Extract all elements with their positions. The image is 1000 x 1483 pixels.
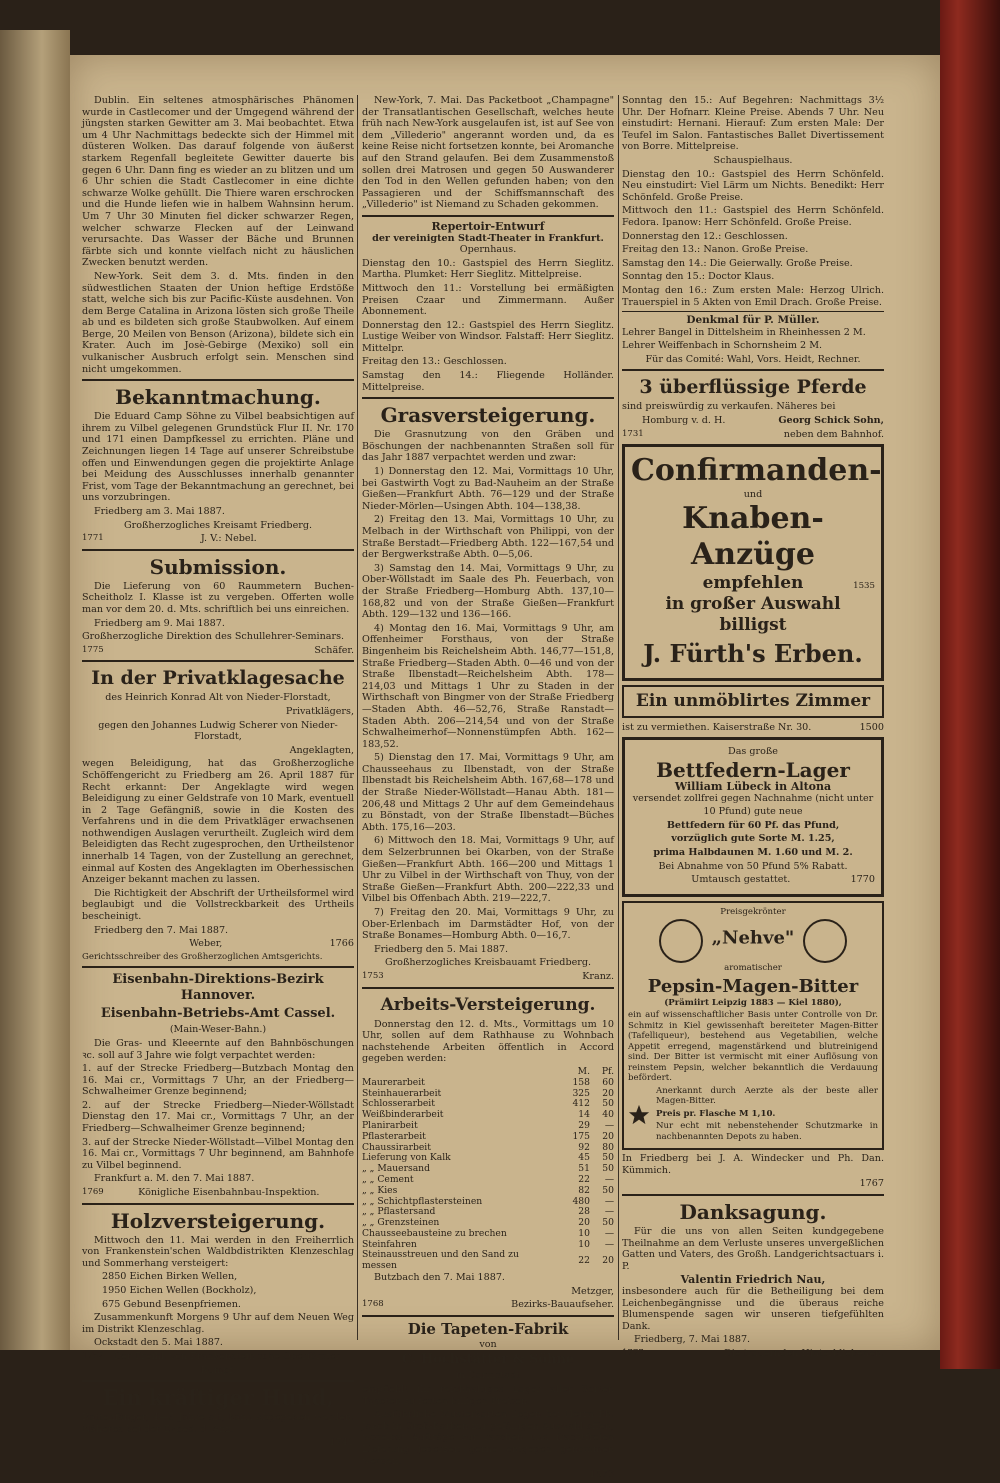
- column-middle: [362, 95, 614, 1483]
- danksagung-title: Danksagung.: [679, 1200, 827, 1225]
- arbeits-row: [362, 1186, 614, 1197]
- holz-title: Holzversteigerung.: [110, 1208, 326, 1233]
- arbeits-pfennig: 40: [602, 1109, 614, 1121]
- tapeten-place: in Darmstadt: [456, 1370, 520, 1382]
- gras-item: 5) Dienstag den 17. Mai, Vormittags 9 Uhr, am Chausseehaus zu Ilbenstadt, von der Straße Ilbenstadt bis Reichelsheim Abth. 167,68—178 und der Straße Nieder-Wöllstadt—Hanau Abth. 181—206,48 und Mittags 2 Uhr auf dem Gemeindehaus zu Bönstadt, von der Straße Ilbenstadt—Büches Abth. 175,16—203.: [362, 752, 614, 833]
- magenbitter-ad: [622, 901, 884, 1151]
- gras-sig: Kranz.: [582, 970, 614, 982]
- arbeits-date: Butzbach den 7. Mai 1887.: [374, 1272, 505, 1284]
- arbeits-row: [362, 1175, 614, 1186]
- arbeits-label: Steinhauerarbeit: [362, 1087, 442, 1099]
- schauspiel-item: Dienstag den 10.: Gastspiel des Herrn Schönfeld. Neu einstudirt: Viel Lärm um Nichts. Benedikt: Herr Schönfeld. Große Preise.: [622, 168, 884, 203]
- privatklage-date: Friedberg den 7. Mai 1887.: [94, 924, 229, 936]
- zimmer-ad: [622, 685, 884, 718]
- privatklage-line: Privatklägers,: [285, 705, 354, 717]
- confirmanden-firm: J. Fürth's Erben.: [643, 638, 863, 668]
- danksagung-name: Valentin Friedrich Nau,: [680, 1273, 826, 1287]
- arbeits-label: Planirarbeit: [362, 1119, 418, 1131]
- confirmanden-und: und: [743, 489, 763, 501]
- divider: [362, 1315, 614, 1317]
- arbeits-mark: 92: [578, 1141, 590, 1153]
- denkmal-item: Lehrer Weiffenbach in Schornsheim 2 M.: [622, 340, 823, 352]
- column-left: [82, 95, 354, 1451]
- ad-number: 1769: [82, 1187, 104, 1198]
- pferde-name: Georg Schick Sohn,: [778, 415, 884, 427]
- arbeits-row: [362, 1132, 614, 1143]
- tapeten-name: C. Hochstätter & Söhne: [401, 1352, 575, 1368]
- divider: [622, 311, 884, 312]
- hund-text: Rattenfänger, 4—5 Jahre alt, kann abgegeben werden. Näheres bei der Exped. d. Anz.: [82, 1412, 354, 1435]
- eisenbahn-title: Eisenbahn-Direktions-Bezirk Hannover.: [112, 972, 324, 1004]
- repertoir-subtitle: der vereinigten Stadt-Theater in Frankfurt.: [372, 232, 604, 244]
- schauspiel-item: Samstag den 14.: Die Geierwally. Große Preise.: [622, 257, 853, 269]
- arbeits-label: „ „ Cement: [362, 1173, 414, 1185]
- eisenbahn-sub: (Main-Weser-Bahn.): [169, 1024, 267, 1036]
- divider: [82, 379, 354, 381]
- submission-sig: Schäfer.: [314, 644, 354, 656]
- pferde-text: sind preiswürdig zu verkaufen. Näheres bei: [622, 401, 836, 413]
- arbeits-label: Schlosserarbeit: [362, 1098, 435, 1110]
- arbeits-mark: 29: [578, 1119, 590, 1131]
- repertoir-house: Opernhaus.: [459, 244, 517, 256]
- bettfedern-line: Umtausch gestattet.: [691, 874, 791, 886]
- arbeits-label: „ „ Grenzsteinen: [362, 1217, 440, 1229]
- divider: [362, 397, 614, 399]
- magenbitter-text: ein auf wissenschaftlicher Basis unter Controlle von Dr. Schmitz in Kiel gewissenhaft bereiteter Magen-Bitter (Tafelliqueur), bestehend aus Vegetabilien, welche Appetit erregend, magenstärkend und blutreinigend sind. Der Bitter ist vermischt mit einer Auflösung von reinstem Pepsin, welcher bekanntlich die Verdauung befördert.: [628, 1010, 878, 1084]
- arbeits-label: „ „ Kies: [362, 1184, 398, 1196]
- tapeten-text: empfiehlt ihr reichhaltiges Lager aller Sorten Tapeten zu festen billigen Preisen.: [362, 1384, 614, 1407]
- eisenbahn-subtitle: Eisenbahn-Betriebs-Amt Cassel.: [100, 1006, 336, 1022]
- privatklage-sig: Weber,: [189, 938, 223, 950]
- arbeits-sig: Metzger,: [571, 1285, 614, 1297]
- zimmer-title: Ein unmöblirtes Zimmer: [635, 690, 871, 711]
- danksagung-text: Für die uns von allen Seiten kundgegebene Theilnahme an dem Verluste unseres unvergeßlichen Gatten und Vaters, des Großh. Landgerichtsactuars i. P.: [622, 1226, 884, 1272]
- danksagung-date: Friedberg, 7. Mai 1887.: [634, 1334, 751, 1346]
- bettfedern-line: Bei Abnahme von 50 Pfund 5% Rabatt.: [658, 860, 848, 872]
- privatklage-line: Angeklagten,: [289, 744, 354, 756]
- medal-icon: [659, 919, 703, 963]
- confirmanden-empfehlen: empfehlen: [702, 572, 804, 593]
- magenbitter-depot: In Friedberg bei J. A. Windecker und Ph. Dan. Kümmich.: [622, 1153, 884, 1176]
- arbeits-mark: 14: [578, 1109, 590, 1121]
- divider: [362, 215, 614, 217]
- gras-item: 4) Montag den 16. Mai, Vormittags 9 Uhr, am Offenheimer Forsthaus, von der Straße Bingenheim bis Reichelsheim Abth. 146,77—151,8, Straße Friedberg—Staden Abth. 0—46 und von der Straße Ilbenstadt—Reichelsheim Abth. 178—214,03 und Mittags 1 Uhr zu Staden in der Wirthschaft von Bingmer von der Straße Friedberg—Staden Abth. 46—52,76, Straße Ranstadt—Staden Abth. 206—214,54 und von der Straße Schwalheimerhof—Nonnenstümpfen Abth. 162—183,52.: [362, 622, 614, 750]
- bekanntmachung-sig: J. V.: Nebel.: [200, 533, 257, 545]
- ad-number: 1777: [622, 1348, 644, 1358]
- arbeits-label: Chausseebausteine zu brechen: [362, 1227, 507, 1239]
- privatklage-line: gegen den Johannes Ludwig Scherer von Nieder-Florstadt,: [98, 719, 338, 743]
- column-rule: [357, 95, 358, 1340]
- arbeits-pfennig: 50: [602, 1184, 614, 1196]
- holz-item: 2850 Eichen Birken Wellen,: [102, 1271, 238, 1283]
- eisenbahn-item: 2. auf der Strecke Friedberg—Nieder-Wöllstadt Dienstag den 17. Mai cr., Vormittags 7 Uhr, an der Friedberg—Schwalheimer Grenze beginnend;: [82, 1099, 354, 1135]
- magenbitter-pre: Preisgekrönter: [720, 906, 786, 917]
- divider: [82, 660, 354, 662]
- bekanntmachung-date: Friedberg am 3. Mai 1887.: [94, 506, 225, 517]
- magenbitter-price: Preis pr. Flasche M 1,10.: [656, 1108, 776, 1119]
- ad-number: 1771: [82, 533, 104, 544]
- bettfedern-line: vorzüglich gute Sorte M. 1.25,: [671, 833, 835, 845]
- news-newyork: New-York. Seit dem 3. d. Mts. finden in den südwestlichen Staaten der Union heftige Erdstöße statt, welche sich bis zur Pacific-Küste ausdehnen. Von dem Berge Catalina in Arizona lösten sich große Theile ab und es bildeten sich große Staubwolken. Auf einem Berge, 20 Meilen von Benson (Arizona), bildete sich ein Krater. Auch im Josè-Gebirge (Mexiko) soll ein vulkanischer Ausbruch erfolgt sein. Menschen sind nicht umgekommen.: [82, 270, 354, 375]
- arbeits-mark: 10: [578, 1227, 590, 1239]
- ad-number: 1775: [82, 644, 104, 655]
- pferde-place: Homburg v. d. H.: [642, 415, 726, 427]
- bekanntmachung-org: Großherzogliches Kreisamt Friedberg.: [123, 519, 313, 531]
- arbeits-label: „ „ Pflastersand: [362, 1206, 436, 1218]
- holz-item: 1950 Eichen Wellen (Bockholz),: [102, 1285, 257, 1296]
- divider: [362, 987, 614, 989]
- arbeits-mark: 45: [578, 1152, 590, 1164]
- repertoir-item: Freitag den 13.: Geschlossen.: [362, 356, 507, 368]
- arbeits-mark: 10: [578, 1238, 590, 1250]
- arbeits-label: Lieferung von Kalk: [362, 1152, 451, 1164]
- arbeits-mark: 20: [578, 1217, 590, 1229]
- gras-item: 6) Mittwoch den 18. Mai, Vormittags 9 Uhr, auf dem Selzerbrunnen bei Okarben, von der Straße Gießen—Frankfurt Abth. 166—200 und Mittags 1 Uhr zu Vilbel in der Wirthschaft von Thuy, von der Straße Gießen—Frankfurt Abth. 200—222,33 und Vilbel bis Offenbach Abth. 219—222,7.: [362, 835, 614, 905]
- arbeits-label: Steinausstreuen und den Sand zu messen: [362, 1249, 519, 1272]
- arbeits-label: Chaussirarbeit: [362, 1141, 431, 1153]
- ad-number: 1741: [329, 1437, 354, 1449]
- eisenbahn-item: 3. auf der Strecke Nieder-Wöllstadt—Vilbel Montag den 16. Mai cr., Vormittags 7 Uhr beginnend, am Bahnhofe zu Vilbel beginnend.: [82, 1136, 354, 1171]
- arbeits-pfennig: 20: [602, 1087, 614, 1099]
- schauspiel-item: Sonntag den 15.: Doctor Klaus.: [622, 271, 775, 283]
- magenbitter-brand: „Nehve": [711, 927, 795, 949]
- arbeits-pfennig: —: [604, 1173, 614, 1185]
- arbeits-row: [362, 1078, 614, 1089]
- news-newyork-ship: New-York, 7. Mai. Das Packetboot „Champagne" der Transatlantischen Gesellschaft, welches heute früh nach New-York ausgelaufen ist, ist auf See von dem „Villederio" angerannt worden und, da es keine Reise nicht fortsetzen konnte, bei Aromanche auf den Strand gelaufen. Bei dem Zusammenstoß sollen drei Matrosen und gegen 50 Auswanderer den Tod in den Wellen gefunden haben; von den Passagieren und der Schiffsmannschaft des „Villederio" ist Niemand zu Schaden gekommen.: [362, 95, 615, 211]
- hund-title: Ein kräftiger Hund,: [102, 1385, 334, 1411]
- ad-number: 1753: [362, 970, 384, 981]
- gras-item: 1) Donnerstag den 12. Mai, Vormittags 10 Uhr, bei Gastwirth Vogt zu Bad-Nauheim an der Straße Gießen—Frankfurt Abth. 76—129 und der Straße Nieder-Mörlen—Usingen Abth. 104—138,38.: [362, 466, 614, 512]
- bettfedern-name: William Lübeck in Altona: [674, 780, 832, 794]
- submission-text: Die Lieferung von 60 Raummetern Buchen-Scheitholz I. Klasse ist zu vergeben. Offerten wolle man vor dem 20. d. Mts. schriftlich bei uns einreichen.: [82, 580, 354, 615]
- arbeits-pfennig: 20: [602, 1254, 614, 1266]
- divider: [622, 1194, 884, 1196]
- arbeits-pfennig: —: [604, 1119, 614, 1131]
- tapeten-title: Die Tapeten-Fabrik: [407, 1319, 569, 1338]
- arbeits-currency-mark: M.: [577, 1065, 590, 1077]
- arbeits-mark: 22: [578, 1254, 590, 1266]
- holz-item: 675 Gebund Besenpfriemen.: [102, 1298, 241, 1310]
- bettfedern-line: 10 Pfund) gute neue: [703, 806, 803, 818]
- arbeits-pfennig: 50: [602, 1152, 614, 1164]
- gras-item: 7) Freitag den 20. Mai, Vormittags 9 Uhr, zu Ober-Erlenbach im Darmstädter Hof, von der Straße Bonames—Homburg Abth. 0—16,7.: [362, 907, 614, 942]
- denkmal-item: Lehrer Bangel in Dittelsheim in Rheinhessen 2 M.: [622, 326, 866, 338]
- bekanntmachung-title: Bekanntmachung.: [115, 385, 321, 410]
- arbeits-title: Arbeits-Versteigerung.: [380, 994, 596, 1015]
- arbeits-currency-pfennig: Pf.: [601, 1065, 614, 1077]
- ad-number: 1731: [622, 428, 644, 439]
- bettfedern-line: versendet zollfrei gegen Nachnahme (nicht unter: [632, 792, 874, 804]
- eisenbahn-item: 1. auf der Strecke Friedberg—Butzbach Montag den 16. Mai cr., Vormittags 7 Uhr, an der Friedberg—Schwalheimer Grenze beginnend;: [82, 1063, 354, 1098]
- medal-icon: [803, 919, 847, 963]
- schauspiel-item: Freitag den 13.: Nanon. Große Preise.: [622, 244, 809, 256]
- ad-number: 1578: [589, 1469, 614, 1481]
- ad-number: 1770: [850, 874, 875, 886]
- divider: [82, 1203, 354, 1205]
- bettfedern-das: Das große: [728, 746, 778, 758]
- divider: [622, 369, 884, 371]
- danksagung-text2: insbesondere auch für die Betheiligung bei dem Leichenbegängnisse und die überaus reiche Blumenspende sagen wir unseren tiefgefühlten Dank.: [622, 1286, 884, 1332]
- submission-title: Submission.: [149, 554, 287, 579]
- ad-number: 1500: [859, 721, 884, 733]
- holz-org: Der Freihl. von Frankenstein'sche Oberförster: [113, 1350, 340, 1362]
- schauspiel-item: Donnerstag den 12.: Geschlossen.: [622, 230, 788, 242]
- gras-intro: Die Grasnutzung von den Gräben und Böschungen der nachbenannten Straßen soll für das Jahr 1887 verpachtet werden und zwar:: [362, 429, 614, 464]
- star-trademark-icon: [628, 1104, 650, 1126]
- arbeits-pfennig: 60: [602, 1076, 614, 1088]
- bettfedern-ad: [622, 737, 884, 896]
- arbeits-table: [362, 1067, 614, 1272]
- arbeits-mark: 82: [578, 1184, 590, 1196]
- arbeits-mark: 22: [578, 1173, 590, 1185]
- submission-date: Friedberg am 9. Mai 1887.: [94, 617, 225, 629]
- confirmanden-ad: [622, 444, 884, 681]
- arbeits-pfennig: 50: [602, 1163, 614, 1175]
- arbeits-pfennig: —: [604, 1206, 614, 1218]
- danksagung-sig: Die trauernden Hinterbliebenen.: [724, 1348, 884, 1359]
- arbeits-mark: 480: [572, 1195, 590, 1207]
- opera-sunday: Sonntag den 15.: Auf Begehren: Nachmittags 3½ Uhr. Der Hofnarr. Kleine Preise. Abends 7 Uhr. Neu einstudirt: Hernani. Hierauf: Zum ersten Male: Der Teufel im Salon. Fantastisches Ballet Divertissement von Borre. Mittelpreise.: [622, 95, 884, 153]
- tapeten-von: von: [479, 1338, 497, 1350]
- privatklage-org: Gerichtsschreiber des Großherzoglichen Amtsgerichts.: [82, 951, 323, 962]
- repertoir-title: Repertoir-Entwurf: [431, 219, 545, 233]
- bekanntmachung-text: Die Eduard Camp Söhne zu Vilbel beabsichtigen auf ihrem zu Vilbel gelegenen Grundstück Flur II. Nr. 170 und 171 einen Dampfkessel zu errichten. Pläne und Zeichnungen liegen 14 Tage auf unserer Schreibstube offen und Einwendungen gegen die projektirte Anlage bei Meidung des Ausschlusses innerhalb genannter Frist, vom Tage der Bekanntmachung an gerechnet, bei uns vorzubringen.: [82, 411, 354, 504]
- bettfedern-title: Bettfedern-Lager: [656, 758, 850, 783]
- arbeits-mark: 28: [578, 1206, 590, 1218]
- gras-date: Friedberg den 5. Mai 1887.: [374, 943, 509, 955]
- arbeits-label: „ „ Schichtpflastersteinen: [362, 1195, 483, 1207]
- book-left-edge: [0, 30, 70, 1350]
- arbeits-pfennig: 80: [602, 1141, 614, 1153]
- privatklage-text: wegen Beleidigung, hat das Großherzogliche Schöffengericht zu Friedberg am 26. April 1887 für Recht erkannt: Der Angeklagte wird wegen Beleidigung zu einer Geldstrafe von 10 Mark, eventuell in 2 Tage Gefängniß, sowie in die Kosten des Verfahrens und in die dem Privatkläger erwachsenen nothwendigen Auslagen verurtheilt. Zugleich wird dem Beleidigten das Recht zugesprochen, den Urtheilstenor innerhalb 14 Tagen, von der Zustellung an gerechnet, einmal auf Kosten des Angeklagten im Oberhessischen Anzeiger bekannt machen zu lassen.: [82, 758, 354, 886]
- schauspiel-item: Montag den 16.: Zum ersten Male: Herzog Ulrich. Trauerspiel in 5 Akten von Emil Drach. Große Preise.: [622, 284, 884, 308]
- magenbitter-medals: (Prämiirt Leipzig 1883 — Kiel 1880),: [664, 997, 842, 1008]
- zimmer-text: ist zu vermiethen. Kaiserstraße Nr. 30.: [622, 721, 812, 733]
- holz-text: Mittwoch den 11. Mai werden in den Freiherrlich von Frankenstein'schen Waldbdistrikten Klenzeschlag und Sommerhang versteigert:: [82, 1234, 354, 1269]
- arbeits-mark: 412: [572, 1098, 590, 1110]
- holz-date: Ockstadt den 5. Mai 1887.: [94, 1337, 223, 1349]
- column-rule: [618, 95, 619, 1340]
- arbeits-pfennig: 20: [602, 1130, 614, 1142]
- arbeits-label: Weißbinderarbeit: [362, 1109, 444, 1121]
- gras-title: Grasversteigerung.: [380, 403, 596, 428]
- denkmal-item: Für das Comité: Wahl, Vors. Heidt, Rechner.: [645, 353, 861, 365]
- pferde-loc: neben dem Bahnhof.: [783, 428, 884, 440]
- ad-number: 1752: [82, 1350, 104, 1361]
- gras-item: 3) Samstag den 14. Mai, Vormittags 9 Uhr, zu Ober-Wöllstadt im Saale des Ph. Feuerbach, von der Straße Friedberg—Homburg Abth. 137,10—168,82 und von der Straße Gießen—Frankfurt Abth. 129—132 und 136—166.: [362, 562, 614, 621]
- holz-sig: Rumpf.: [200, 1364, 236, 1376]
- arbeits-label: „ „ Mauersand: [362, 1163, 430, 1175]
- arbeits-label: Maurerarbeit: [362, 1076, 425, 1088]
- ad-number: 1768: [362, 1299, 384, 1310]
- privatklage-line: des Heinrich Konrad Alt von Nieder-Florstadt,: [105, 692, 331, 704]
- repertoir-item: Donnerstag den 12.: Gastspiel des Herrn Sieglitz. Lustige Weiber von Windsor. Falstaff: Herr Sieglitz. Mittelpr.: [362, 319, 614, 354]
- arbeits-mark: 325: [572, 1087, 590, 1099]
- submission-org: Großherzogliche Direktion des Schullehrer-Seminars.: [82, 631, 345, 643]
- repertoir-item: Mittwoch den 11.: Vorstellung bei ermäßigten Preisen Czaar und Zimmermann. Außer Abonnement.: [362, 282, 614, 318]
- magenbitter-echt: Nur echt mit nebenstehender Schutzmarke in nachbenannten Depots zu haben.: [656, 1121, 878, 1142]
- column-right: [622, 95, 884, 1362]
- arbeits-pfennig: —: [604, 1195, 614, 1207]
- bettfedern-line: prima Halbdaunen M. 1.60 und M. 2.: [653, 847, 853, 858]
- bettfedern-line: Bettfedern für 60 Pf. das Pfund,: [666, 819, 840, 831]
- schauspiel-title: Schauspielhaus.: [713, 154, 793, 166]
- arbeits-pfennig: —: [604, 1238, 614, 1250]
- arbeits-label: Pflasterarbeit: [362, 1130, 426, 1142]
- ad-number: 1767: [859, 1178, 884, 1190]
- privatklage-text2: Die Richtigkeit der Abschrift der Urtheilsformel wird beglaubigt und die Vollstreckbarkeit des Urtheils bescheinigt.: [82, 887, 354, 923]
- arbeits-row: [362, 1250, 614, 1272]
- divider: [82, 549, 354, 551]
- magenbitter-text2: Anerkannt durch Aerzte als der beste aller Magen-Bitter.: [656, 1085, 878, 1107]
- arbeits-mark: 158: [572, 1076, 590, 1088]
- tapeten-text2: Ausführliche Musterkarten liegen bei Herrn Ph. Jakob in Groß-Karben zur gefälligen Auswahl offen, woselbst Aufträge zur raschen und frachtfreien Lieferung jederzeit gerne entgegen genommen werden.: [362, 1409, 614, 1467]
- confirmanden-line1: Confirmanden-: [631, 453, 882, 489]
- arbeits-pfennig: 50: [602, 1217, 614, 1229]
- news-dublin: Dublin. Ein seltenes atmosphärisches Phänomen wurde in Castlecomer und der Umgegend während der jüngsten starken Gewitter am 3. Mai beobachtet. Etwa um 4 Uhr Nachmittags bedeckte sich der Himmel mit düsteren Wolken. Das darauf folgende von äußerst starkem Regenfall begleitete Gewitter dauerte bis gegen 6 Uhr. Dann fing es wieder an zu blitzen und um 6 Uhr schien die Stadt Castlecomer in eine dichte schwarze Wolke gehüllt. Die Thiere waren erschrocken und die Hunde liefen wie in halbem Wahnsinn herum. Um 7 Uhr 30 Minuten fiel dicker schwarzer Regen, welcher schwarze Flecken auf der Leinwand verursachte. Das Wasser der Bäche und Brunnen färbte sich und konnte vielfach nicht zu häuslichen Zwecken benutzt werden.: [82, 95, 354, 269]
- ad-number: 1766: [329, 938, 354, 950]
- arbeits-org: Bezirks-Bauaufseher.: [511, 1299, 614, 1311]
- gras-item: 2) Freitag den 13. Mai, Vormittags 10 Uhr, zu Melbach in der Wirthschaft von Philippi, von der Straße Berstadt—Friedberg Abth. 122—167,54 und der Bergwerkstraße Abth. 0—5,06.: [362, 514, 614, 561]
- repertoir-item: Samstag den 14.: Fliegende Holländer. Mittelpreise.: [362, 370, 614, 393]
- arbeits-pfennig: —: [604, 1227, 614, 1239]
- repertoir-item: Dienstag den 10.: Gastspiel des Herrn Sieglitz. Martha. Plumket: Herr Sieglitz. Mittelpreise.: [362, 257, 614, 281]
- eisenbahn-org: Königliche Eisenbahnbau-Inspektion.: [138, 1187, 320, 1199]
- arbeits-label: Steinfahren: [362, 1238, 417, 1250]
- arbeits-pfennig: 50: [602, 1098, 614, 1110]
- eisenbahn-date: Frankfurt a. M. den 7. Mai 1887.: [94, 1173, 255, 1185]
- magenbitter-name: Pepsin-Magen-Bitter: [647, 975, 859, 997]
- divider: [82, 966, 354, 968]
- gras-org: Großherzogliches Kreisbauamt Friedberg.: [384, 957, 592, 969]
- holz-text2: Zusammenkunft Morgens 9 Uhr auf dem Neuen Weg im Distrikt Klenzeschlag.: [82, 1312, 354, 1335]
- newspaper-page: [70, 55, 940, 1481]
- arbeits-mark: 175: [572, 1130, 590, 1142]
- denkmal-title: Denkmal für P. Müller.: [686, 314, 820, 327]
- arbeits-intro: Donnerstag den 12. d. Mts., Vormittags um 10 Uhr, sollen auf dem Rathhause zu Wohnbach nachstehende Arbeiten öffentlich in Accord gegeben werden:: [362, 1018, 614, 1065]
- ad-number: 1535: [853, 581, 875, 592]
- magenbitter-arom: aromatischer: [724, 963, 782, 974]
- confirmanden-line2: Knaben-Anzüge: [682, 500, 824, 572]
- privatklage-title: In der Privatklagesache: [91, 667, 345, 690]
- arbeits-mark: 51: [578, 1163, 590, 1175]
- eisenbahn-text: Die Gras- und Kleeernte auf den Bahnböschungen ꝛc. soll auf 3 Jahre wie folgt verpachtet werden:: [82, 1037, 354, 1061]
- book-spine: [940, 0, 1000, 1369]
- divider: [82, 1380, 354, 1382]
- confirmanden-auswahl: in großer Auswahl billigst: [665, 593, 841, 635]
- pferde-title: 3 überflüssige Pferde: [639, 376, 867, 399]
- schauspiel-item: Mittwoch den 11.: Gastspiel des Herrn Schönfeld. Fedora. Ipanow: Herr Schönfeld. Große Preise.: [622, 205, 884, 228]
